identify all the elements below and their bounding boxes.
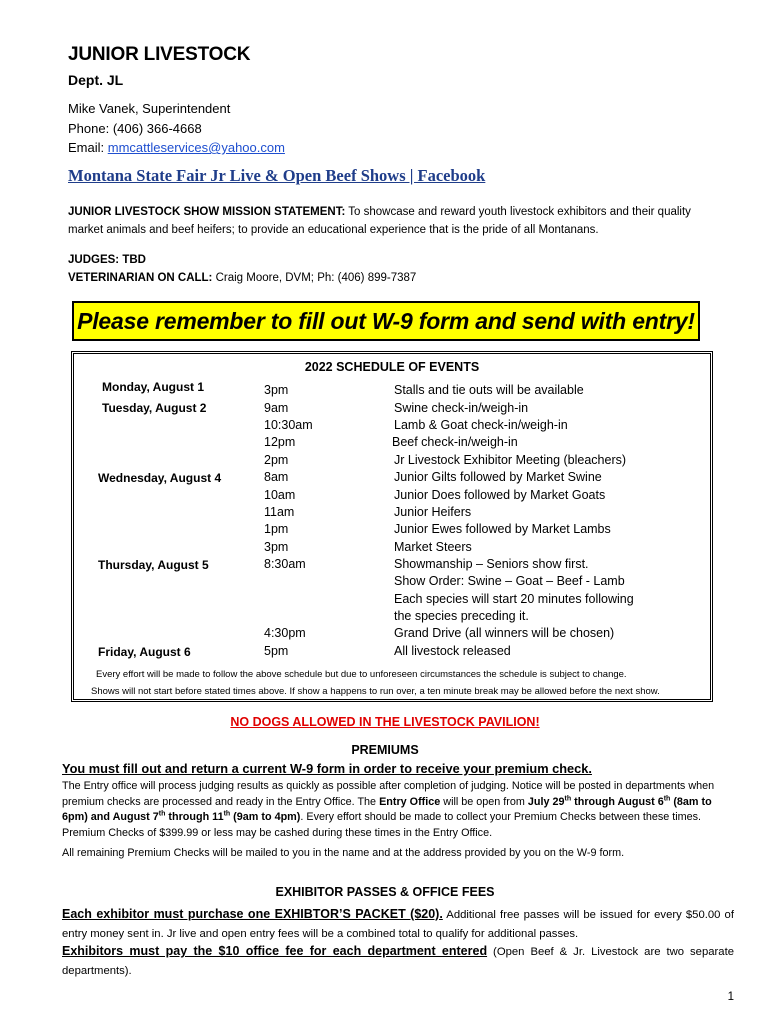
schedule-event: Each species will start 20 minutes following bbox=[394, 592, 634, 606]
department-code: Dept. JL bbox=[68, 72, 124, 88]
w9-reminder-text: Please remember to fill out W-9 form and send with entry! bbox=[77, 307, 695, 334]
premiums-heading: PREMIUMS bbox=[351, 743, 419, 757]
schedule-day: Monday, August 1 bbox=[102, 380, 204, 394]
facebook-link[interactable]: Montana State Fair Jr Live & Open Beef Shows | Facebook bbox=[68, 166, 486, 185]
schedule-day: Friday, August 6 bbox=[98, 645, 191, 659]
w9-reminder-banner bbox=[72, 301, 700, 341]
judges-line: JUDGES: TBD bbox=[68, 254, 146, 266]
schedule-day: Tuesday, August 2 bbox=[102, 401, 207, 415]
page-number: 1 bbox=[727, 991, 734, 1003]
entry-office-label: Entry Office bbox=[379, 795, 441, 808]
schedule-time: 5pm bbox=[264, 644, 289, 658]
schedule-event: Junior Gilts followed by Market Swine bbox=[394, 470, 602, 484]
schedule-time: 1pm bbox=[264, 522, 289, 536]
office-fee-paragraph bbox=[62, 942, 734, 980]
email-label: Email: bbox=[68, 140, 108, 155]
schedule-time: 10am bbox=[264, 488, 296, 502]
email-line bbox=[68, 140, 285, 155]
schedule-event: Beef check-in/weigh-in bbox=[392, 435, 518, 449]
premiums-mail-note: All remaining Premium Checks will be mailed to you in the name and at the address provided by you on the W-9 form. bbox=[62, 847, 625, 859]
schedule-event: Junior Ewes followed by Market Lambs bbox=[394, 522, 611, 536]
passes-heading: EXHIBITOR PASSES & OFFICE FEES bbox=[275, 885, 495, 899]
schedule-title: 2022 SCHEDULE OF EVENTS bbox=[304, 360, 480, 374]
schedule-time: 2pm bbox=[264, 453, 289, 467]
schedule-time: 12pm bbox=[264, 435, 296, 449]
vet-label: VETERINARIAN ON CALL: bbox=[68, 272, 213, 284]
mission-label: JUNIOR LIVESTOCK SHOW MISSION STATEMENT: bbox=[68, 206, 346, 218]
vet-text: Craig Moore, DVM; Ph: (406) 899-7387 bbox=[212, 272, 417, 284]
schedule-event: the species preceding it. bbox=[394, 609, 529, 623]
w9-requirement bbox=[62, 761, 592, 776]
schedule-time: 8:30am bbox=[264, 557, 306, 571]
schedule-time: 3pm bbox=[264, 383, 289, 397]
premiums-text: will be open from bbox=[440, 795, 528, 808]
exhibitor-packet-requirement: Each exhibitor must purchase one EXHIBTOR’S PACKET ($20). bbox=[62, 907, 443, 921]
page-title: JUNIOR LIVESTOCK bbox=[68, 44, 251, 65]
schedule-time: 8am bbox=[264, 470, 289, 484]
schedule-time: 11am bbox=[264, 505, 295, 519]
mission-text: To showcase and reward youth livestock exhibitors and their quality market animals and beef heifers; to provide an educational experience that is the pride of all Montanans. bbox=[68, 206, 691, 236]
premiums-paragraph bbox=[62, 779, 734, 841]
schedule-time: 4:30pm bbox=[264, 626, 306, 640]
schedule-event: All livestock released bbox=[394, 644, 511, 658]
schedule-event: Grand Drive (all winners will be chosen) bbox=[394, 626, 615, 640]
phone-number: Phone: (406) 366-4668 bbox=[68, 121, 202, 136]
schedule-event: Junior Does followed by Market Goats bbox=[394, 488, 606, 502]
superintendent-name: Mike Vanek, Superintendent bbox=[68, 101, 231, 116]
schedule-time: 10:30am bbox=[264, 418, 313, 432]
mission-statement bbox=[68, 203, 708, 239]
schedule-time: 9am bbox=[264, 401, 289, 415]
office-fee-requirement: Exhibitors must pay the $10 office fee for each department entered bbox=[62, 944, 488, 958]
schedule-event: Jr Livestock Exhibitor Meeting (bleachers) bbox=[394, 453, 627, 467]
schedule-day: Wednesday, August 4 bbox=[98, 471, 222, 485]
schedule-event: Lamb & Goat check-in/weigh-in bbox=[394, 418, 568, 432]
schedule-event: Showmanship – Seniors show first. bbox=[394, 557, 589, 571]
open-dates: July 29th through August 6th (8am to 6pm) and August 7th through 11th (9am to 4pm) bbox=[62, 794, 712, 823]
schedule-note: Shows will not start before stated times above. If show a happens to run over, a ten minute break may be allowed before the next show. bbox=[91, 686, 660, 697]
passes-paragraph bbox=[62, 905, 734, 943]
w9-requirement-text: You must fill out and return a current W-9 form in order to receive your premium check. bbox=[62, 761, 592, 776]
premiums-text: . Every effort should be made to collect your Premium Checks between these times. Premium Checks of $399.99 or less may be cashed during these times in the Entry Office. bbox=[62, 811, 702, 839]
passes-text: Additional free passes will be issued for every $50.00 of entry money sent in. Jr live and open entry fees will be a combined total to qualify for additional passes. bbox=[62, 909, 734, 940]
schedule-event: Market Steers bbox=[394, 540, 472, 554]
email-link[interactable]: mmcattleservices@yahoo.com bbox=[107, 140, 285, 155]
office-fee-text: (Open Beef & Jr. Livestock are two separate departments). bbox=[62, 946, 734, 977]
schedule-event: Swine check-in/weigh-in bbox=[394, 401, 529, 415]
no-dogs-notice: NO DOGS ALLOWED IN THE LIVESTOCK PAVILION! bbox=[230, 715, 540, 729]
schedule-note: Every effort will be made to follow the above schedule but due to unforeseen circumstances the schedule is subject to change. bbox=[96, 669, 627, 680]
schedule-event: Stalls and tie outs will be available bbox=[394, 383, 584, 397]
premiums-text: The Entry office will process judging results as quickly as possible after completion of judging. Notice will be posted in departments when premium checks are processed and ready in the Entry Office. The bbox=[62, 780, 715, 808]
schedule-time: 3pm bbox=[264, 540, 289, 554]
vet-line bbox=[68, 272, 416, 284]
schedule-day: Thursday, August 5 bbox=[98, 558, 209, 572]
schedule-event: Junior Heifers bbox=[394, 505, 472, 519]
schedule-event: Show Order: Swine – Goat – Beef - Lamb bbox=[394, 574, 625, 588]
schedule-box bbox=[71, 351, 713, 702]
